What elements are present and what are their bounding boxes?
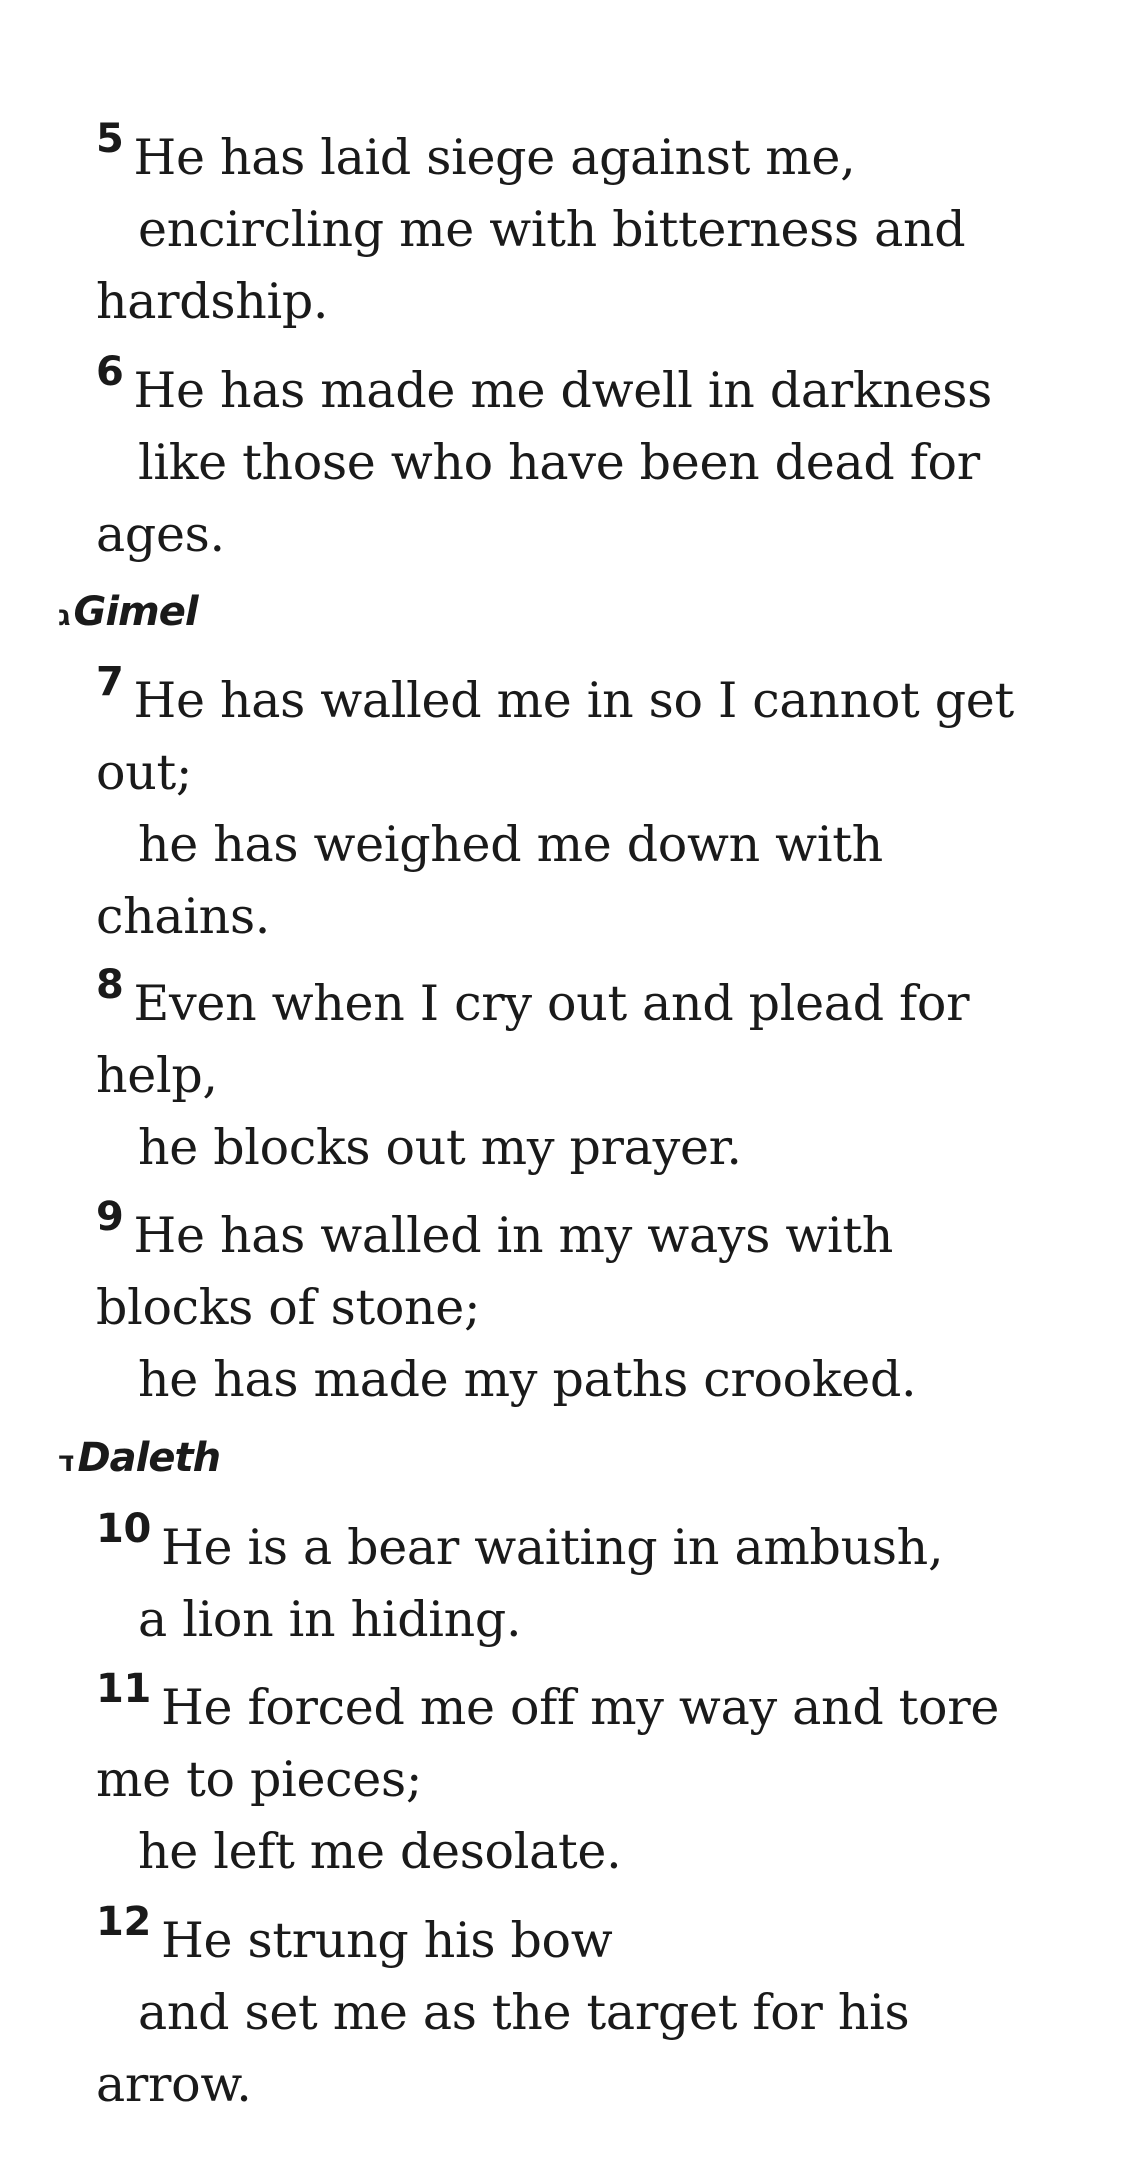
verse-text: Even when I cry out and plead for: [133, 975, 970, 1032]
verse-text: He has made me dwell in darkness: [133, 362, 992, 419]
verse-5: [96, 116, 1056, 338]
verse-line: ages.: [96, 506, 225, 563]
verse-line: [96, 1666, 1056, 1744]
verse-line: me to pieces;: [96, 1751, 423, 1808]
hebrew-letter: ג: [58, 599, 70, 632]
verse-line: he left me desolate.: [138, 1823, 622, 1880]
verse-text: He has laid siege against me,: [133, 129, 856, 186]
verse-line: a lion in hiding.: [138, 1591, 522, 1648]
verse-8: [96, 962, 1056, 1184]
verse-text: He has walled in my ways with: [133, 1207, 894, 1264]
verse-line: out;: [96, 744, 193, 801]
verse-line: help,: [96, 1047, 218, 1104]
section-heading-daleth: [58, 1433, 220, 1487]
verse-line: [96, 659, 1056, 737]
verse-line: arrow.: [96, 2056, 252, 2113]
verse-line: he has made my paths crooked.: [138, 1351, 917, 1408]
verse-number: 10: [96, 1506, 152, 1552]
verse-10: [96, 1506, 1056, 1656]
verse-text: He has walled me in so I cannot get: [133, 672, 1014, 729]
verse-number: 8: [96, 962, 124, 1008]
verse-7: [96, 659, 1056, 953]
verse-number: 9: [96, 1194, 124, 1240]
verse-number: 5: [96, 116, 124, 162]
verse-line: blocks of stone;: [96, 1279, 481, 1336]
verse-line: [96, 1899, 1056, 1977]
verse-line: chains.: [96, 888, 271, 945]
verse-line: he has weighed me down with: [138, 816, 883, 873]
verse-line: and set me as the target for his: [138, 1984, 910, 2041]
section-heading-gimel: [58, 587, 198, 641]
verse-line: hardship.: [96, 273, 329, 330]
verse-line: [96, 1194, 1056, 1272]
verse-line: [96, 349, 1056, 427]
verse-6: [96, 349, 1056, 571]
verse-12: [96, 1899, 1056, 2121]
hebrew-letter: ד: [58, 1445, 74, 1478]
verse-text: He forced me off my way and tore: [161, 1679, 1000, 1736]
verse-number: 6: [96, 349, 124, 395]
verse-line: [96, 116, 1056, 194]
verse-line: like those who have been dead for: [138, 434, 980, 491]
verse-line: [96, 1506, 1056, 1584]
verse-9: [96, 1194, 1056, 1416]
heading-label: Gimel: [73, 589, 198, 635]
heading-label: Daleth: [77, 1435, 221, 1481]
verse-line: he blocks out my prayer.: [138, 1119, 742, 1176]
verse-number: 7: [96, 659, 124, 705]
verse-number: 12: [96, 1899, 152, 1945]
verse-line: [96, 962, 1056, 1040]
verse-11: [96, 1666, 1056, 1888]
verse-number: 11: [96, 1666, 152, 1712]
verse-line: encircling me with bitterness and: [138, 201, 966, 258]
verse-text: He strung his bow: [161, 1912, 613, 1969]
verse-text: He is a bear waiting in ambush,: [161, 1519, 944, 1576]
